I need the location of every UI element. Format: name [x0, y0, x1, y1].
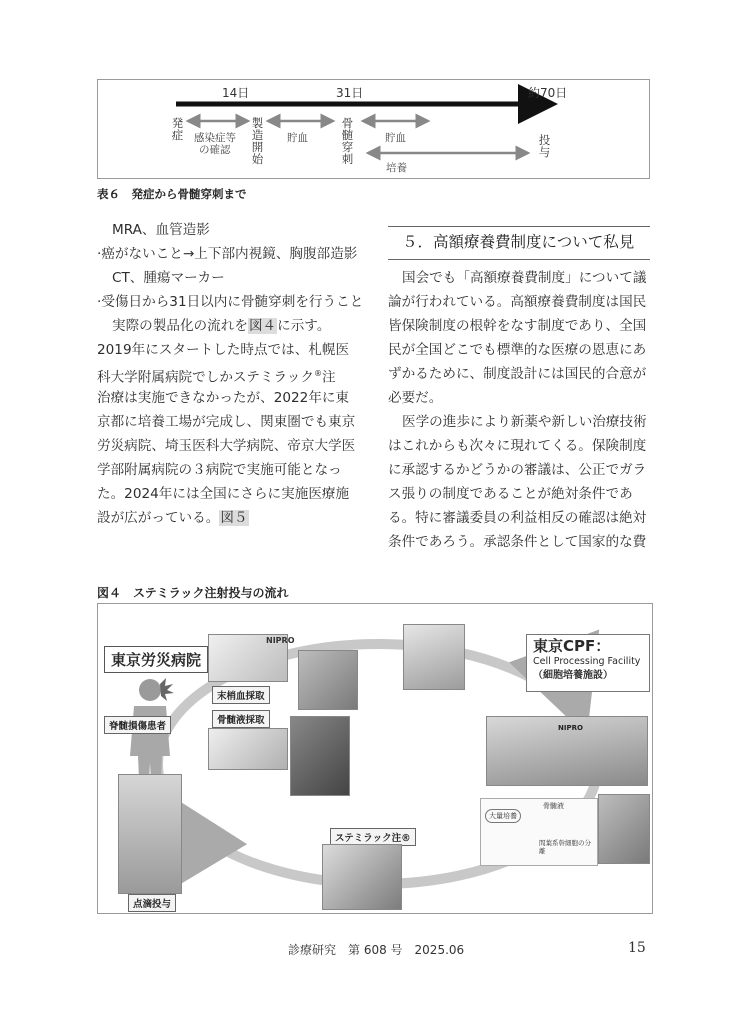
timeline-storage2: 貯血 [385, 132, 406, 144]
right-line: 皆保険制度の根幹をなす制度であり、全国 [388, 318, 647, 334]
journal-footer: 診療研究 第 608 号 2025.06 [288, 943, 465, 957]
left-line: MRA、血管造影 [112, 222, 210, 238]
left-line: 京都に培養工場が完成し、関東圏でも東京 [97, 414, 356, 430]
figure-caption: 図４ ステミラック注射投与の流れ [97, 586, 289, 600]
left-line: ·受傷日から31日以内に骨髄穿刺を行うこと [97, 294, 364, 310]
left-line-text: 実際の製品化の流れを [112, 318, 248, 334]
right-line: 民が全国どこでも標準的な医療の恩恵にあ [388, 342, 647, 358]
section-heading: ５．高額療養費制度について私見 [388, 226, 650, 260]
right-line: る。特に審議委員の利益相反の確認は絶対 [388, 510, 647, 526]
left-line: た。2024年には全国にさらに実施医療施 [97, 486, 350, 502]
left-line: CT、腫瘍マーカー [112, 270, 225, 286]
right-line: はこれからも次々に現れてくる。保険制度 [388, 438, 647, 454]
hospital-label: 東京労災病院 [104, 646, 208, 673]
patient-label: 脊髄損傷患者 [104, 716, 171, 734]
left-line: 労災病院、埼玉医科大学病院、帝京大学医 [97, 438, 356, 454]
marrow-box-photo [208, 728, 288, 770]
table-caption: 表６ 発症から骨髄穿刺まで [97, 187, 247, 201]
timeline-day-14: 14日 [222, 86, 250, 100]
stemirac-bag-photo [322, 844, 402, 910]
left-line-text: 設が広がっている。 [97, 510, 220, 526]
left-line-text: 注 [321, 369, 336, 386]
left-line [97, 506, 249, 530]
right-line: 論が行われている。高額療養費制度は国民 [388, 294, 647, 310]
left-line: 2019年にスタートした時点では、札幌医 [97, 342, 350, 358]
drip-photo [118, 774, 182, 894]
figure-4-reference[interactable]: 図４ [248, 318, 277, 334]
left-line: 治療は実施できなかったが、2022年に東 [97, 390, 350, 406]
timeline-marrow-puncture: 骨髄穿刺 [341, 116, 354, 166]
msc-separation-label: 間葉系幹細胞の分離 [539, 839, 591, 855]
stemirac-label: ステミラック注® [330, 828, 416, 846]
right-line: 条件であろう。承認条件として国家的な費 [388, 534, 647, 550]
culture-diagram [480, 798, 598, 866]
figure-4 [97, 603, 653, 914]
right-line: ずかるために、制度設計には国民的合意が [388, 366, 647, 382]
cpf-english-name: Cell Processing Facility [533, 656, 641, 667]
nipro-logo: NIPRO [266, 636, 295, 645]
timeline-culture: 培養 [386, 162, 407, 174]
right-line: 国会でも「高額療養費制度」について議 [402, 270, 647, 286]
timeline-figure [97, 79, 650, 179]
figure-5-reference[interactable]: 図５ [220, 510, 248, 526]
marrow-fluid-label: 骨髄液 [543, 802, 564, 810]
page-number: 15 [628, 940, 646, 956]
timeline-storage1: 貯血 [287, 132, 308, 144]
right-line: ス張りの制度であることが絶対条件であ [388, 486, 633, 502]
left-line: ·癌がないこと→上下部内視鏡、胸腹部造影 [97, 246, 358, 262]
timeline-administration: 投与 [538, 133, 551, 159]
left-line: 学部附属病院の３病院で実施可能となっ [97, 462, 342, 478]
right-line: に承認するかどうかの審議は、公正でガラ [388, 462, 647, 478]
timeline-infection-check-2: の確認 [199, 144, 231, 156]
timeline-onset: 発症 [171, 116, 184, 142]
cpf-building-logo: NIPRO [558, 724, 583, 732]
registered-mark: ® [313, 369, 322, 378]
mass-culture-label: 大量培養 [485, 809, 521, 823]
timeline-manufacture-start: 製造開始 [251, 116, 264, 166]
lab-worker-photo [598, 794, 650, 864]
left-line-text: に示す。 [277, 318, 331, 334]
blood-collection-label: 末梢血採取 [212, 686, 270, 704]
right-line: 必要だ。 [388, 390, 443, 406]
transport-box-photo [403, 624, 465, 690]
cpf-japanese-name: （細胞培養施設） [533, 670, 613, 681]
timeline-day-31: 31日 [336, 86, 364, 100]
drip-label: 点滴投与 [128, 894, 176, 912]
left-line-text: 科大学附属病院でしかステミラック [97, 369, 314, 386]
cpf-label-box [526, 634, 650, 692]
marrow-collection-label: 骨髄液採取 [212, 710, 270, 728]
left-line [112, 314, 330, 338]
syringe-photo [298, 650, 358, 710]
right-line: 医学の進歩により新薬や新しい治療技術 [402, 414, 647, 430]
timeline-infection-check-1: 感染症等 [194, 132, 236, 144]
marrow-puncture-photo [290, 716, 350, 796]
cpf-title: 東京CPF： [533, 637, 611, 655]
timeline-day-70: 約70日 [528, 86, 568, 100]
